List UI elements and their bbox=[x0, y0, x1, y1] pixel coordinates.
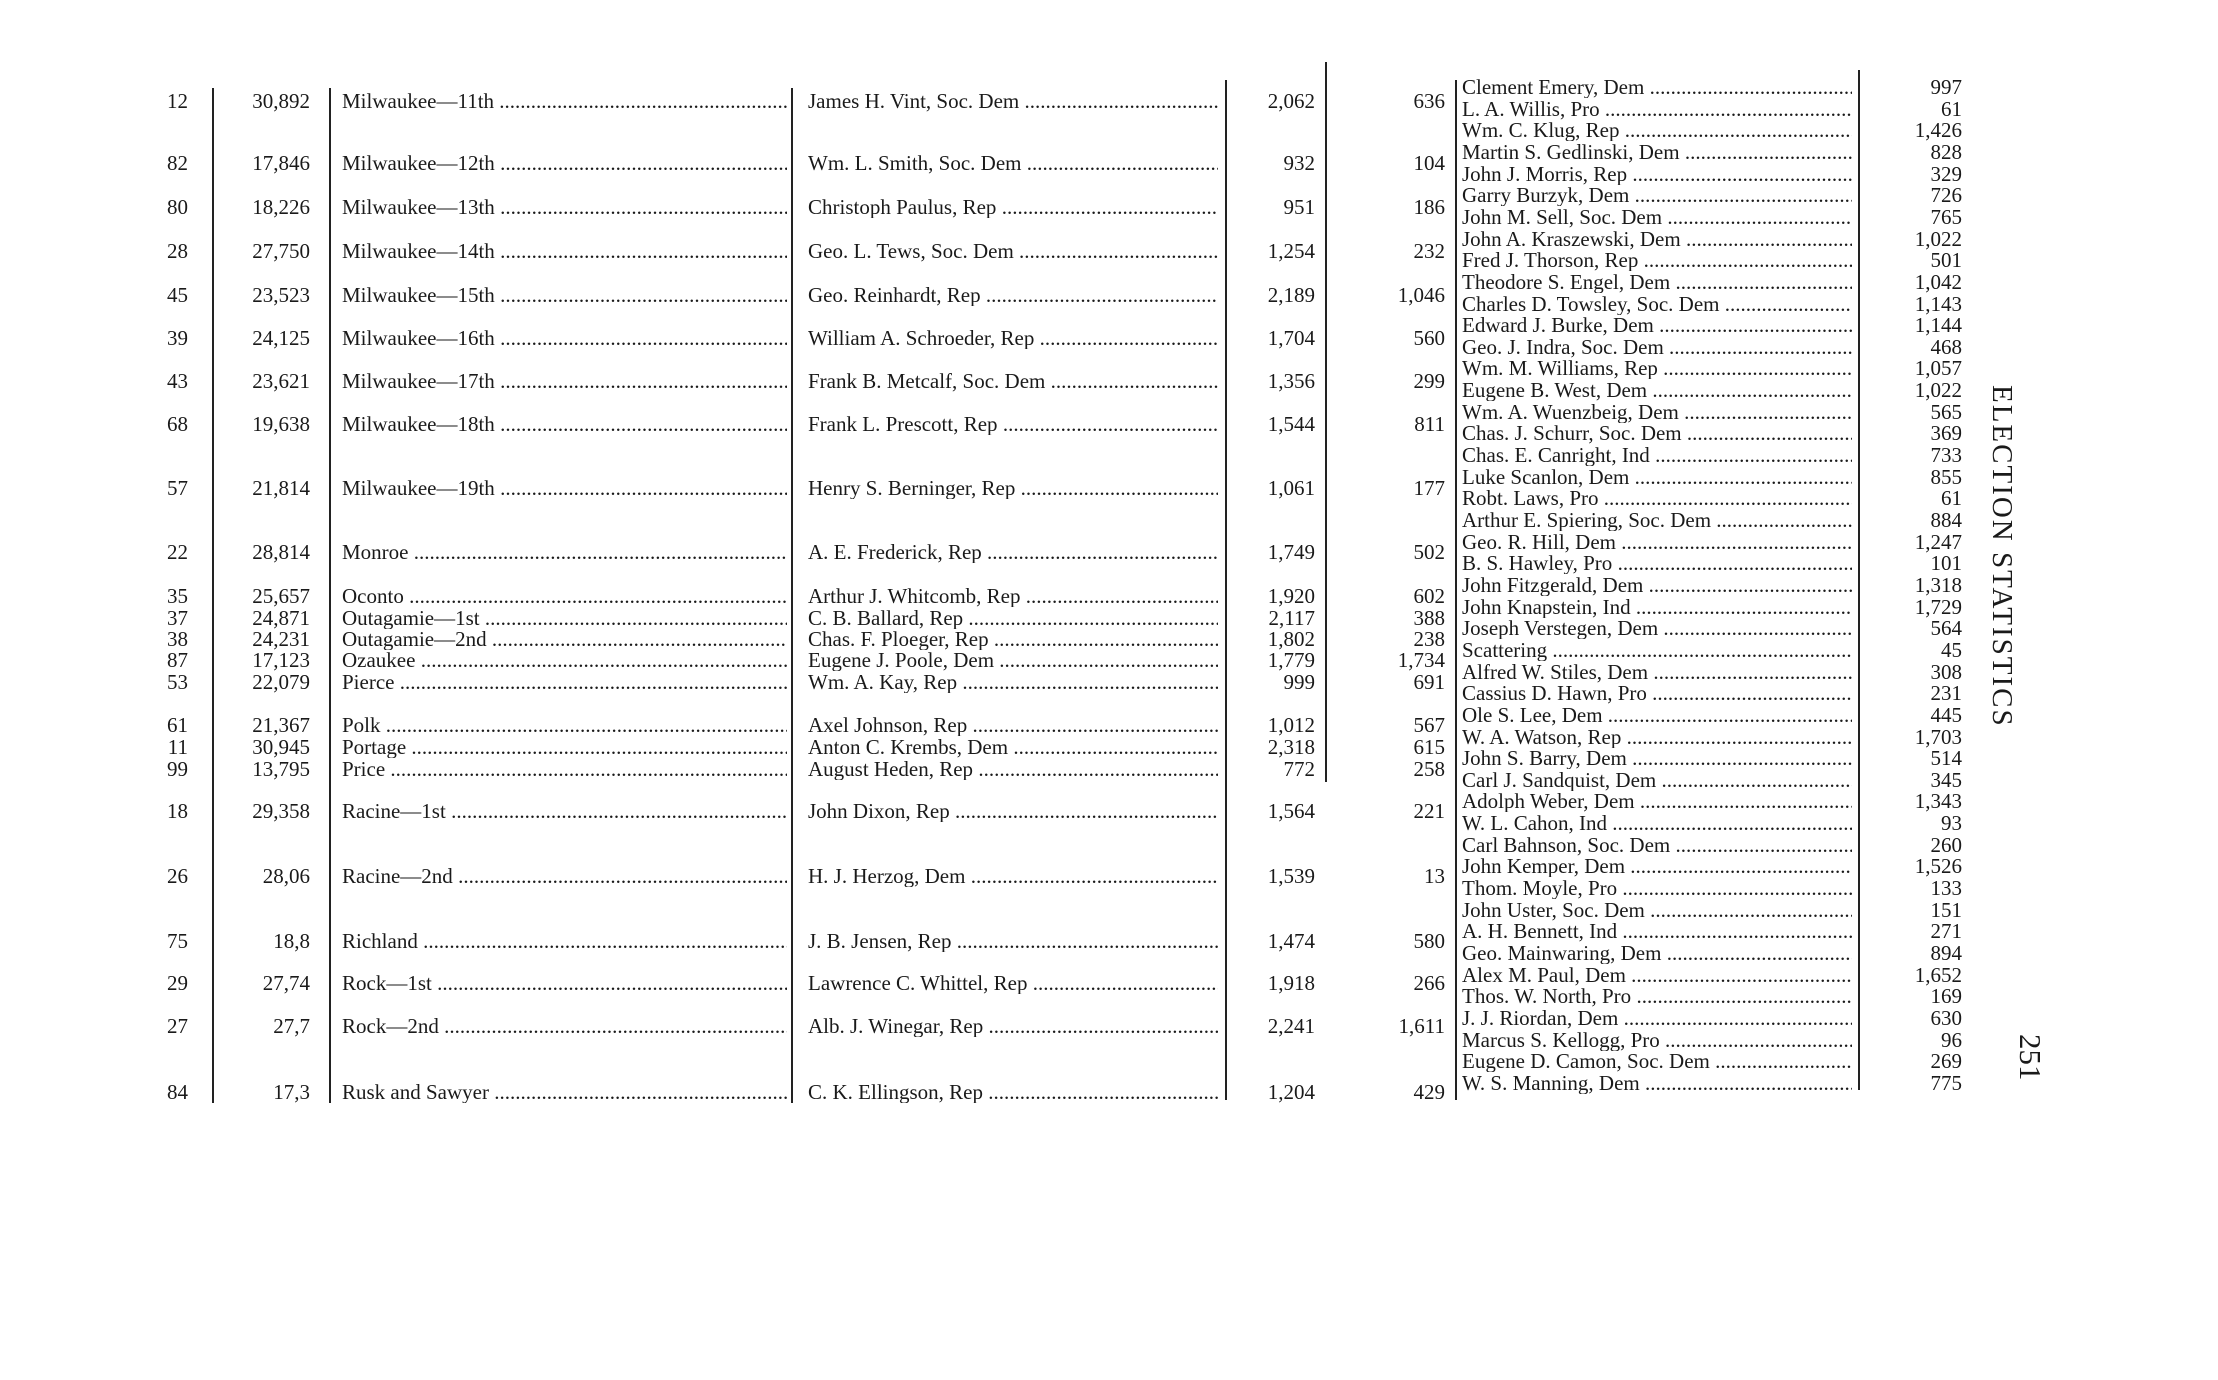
population: 17,846 bbox=[252, 151, 310, 175]
district-number: 45 bbox=[167, 283, 188, 307]
elected-member: Geo. L. Tews, Soc. Dem ..... bbox=[808, 240, 1218, 262]
column-rule-3 bbox=[791, 88, 793, 1103]
elected-votes: 1,061 bbox=[1267, 476, 1315, 500]
opponent-name: Geo. J. Indra, Soc. Dem ..... bbox=[1462, 336, 1852, 358]
opponent-votes: 271 bbox=[1930, 919, 1962, 943]
population: 28,06 bbox=[262, 864, 310, 888]
plurality: 567 bbox=[1413, 713, 1445, 737]
opponent-name: Wm. A. Wuenzbeig, Dem ..... bbox=[1462, 401, 1852, 423]
district-number: 99 bbox=[167, 757, 188, 781]
opponent-name: Geo. R. Hill, Dem ..... bbox=[1462, 531, 1852, 553]
plurality: 221 bbox=[1413, 799, 1445, 823]
opponent-votes: 260 bbox=[1930, 833, 1962, 857]
district-name: Milwaukee—18th ..... bbox=[342, 413, 787, 435]
opponent-name: Scattering ..... bbox=[1462, 639, 1852, 661]
district-number: 12 bbox=[167, 89, 188, 113]
plurality: 104 bbox=[1413, 151, 1445, 175]
opponent-votes: 828 bbox=[1930, 140, 1962, 164]
district-name: Rock—1st ..... bbox=[342, 972, 787, 994]
population: 25,657 bbox=[252, 584, 310, 608]
district-name: Rock—2nd ..... bbox=[342, 1015, 787, 1037]
opponent-name: Alex M. Paul, Dem ..... bbox=[1462, 964, 1852, 986]
plurality: 602 bbox=[1413, 584, 1445, 608]
opponent-name: B. S. Hawley, Pro ..... bbox=[1462, 552, 1852, 574]
opponent-name: Garry Burzyk, Dem ..... bbox=[1462, 184, 1852, 206]
opponent-votes: 1,318 bbox=[1914, 573, 1962, 597]
opponent-votes: 1,022 bbox=[1914, 227, 1962, 251]
population: 23,523 bbox=[252, 283, 310, 307]
opponent-votes: 133 bbox=[1930, 876, 1962, 900]
district-name: Outagamie—2nd ..... bbox=[342, 628, 787, 650]
opponent-name: Edward J. Burke, Dem ..... bbox=[1462, 314, 1852, 336]
opponent-name: L. A. Willis, Pro ..... bbox=[1462, 98, 1852, 120]
district-number: 61 bbox=[167, 713, 188, 737]
opponent-votes: 1,703 bbox=[1914, 725, 1962, 749]
opponent-name: Carl J. Sandquist, Dem ..... bbox=[1462, 769, 1852, 791]
opponent-votes: 884 bbox=[1930, 508, 1962, 532]
elected-member: Anton C. Krembs, Dem ..... bbox=[808, 736, 1218, 758]
elected-votes: 1,564 bbox=[1267, 799, 1315, 823]
plurality: 266 bbox=[1413, 971, 1445, 995]
population: 27,74 bbox=[262, 971, 310, 995]
elected-member: James H. Vint, Soc. Dem ..... bbox=[808, 90, 1218, 112]
district-name: Rusk and Sawyer ..... bbox=[342, 1081, 787, 1103]
column-rule-5 bbox=[1325, 62, 1327, 782]
column-rule-4 bbox=[1225, 80, 1227, 1100]
opponent-name: John Fitzgerald, Dem ..... bbox=[1462, 574, 1852, 596]
elected-votes: 1,539 bbox=[1267, 864, 1315, 888]
opponent-name: Thom. Moyle, Pro ..... bbox=[1462, 877, 1852, 899]
opponent-votes: 151 bbox=[1930, 898, 1962, 922]
opponent-votes: 468 bbox=[1930, 335, 1962, 359]
elected-votes: 1,704 bbox=[1267, 326, 1315, 350]
opponent-name: Luke Scanlon, Dem ..... bbox=[1462, 466, 1852, 488]
district-number: 39 bbox=[167, 326, 188, 350]
population: 18,226 bbox=[252, 195, 310, 219]
opponent-name: Alfred W. Stiles, Dem ..... bbox=[1462, 661, 1852, 683]
elected-votes: 1,918 bbox=[1267, 971, 1315, 995]
opponent-votes: 445 bbox=[1930, 703, 1962, 727]
elected-member: C. K. Ellingson, Rep ..... bbox=[808, 1081, 1218, 1103]
elected-votes: 999 bbox=[1283, 670, 1315, 694]
population: 23,621 bbox=[252, 369, 310, 393]
opponent-votes: 765 bbox=[1930, 205, 1962, 229]
district-name: Milwaukee—12th ..... bbox=[342, 152, 787, 174]
district-name: Price ..... bbox=[342, 758, 787, 780]
opponent-votes: 855 bbox=[1930, 465, 1962, 489]
elected-member: Alb. J. Winegar, Rep ..... bbox=[808, 1015, 1218, 1037]
population: 21,367 bbox=[252, 713, 310, 737]
opponent-votes: 1,343 bbox=[1914, 789, 1962, 813]
opponent-name: John A. Kraszewski, Dem ..... bbox=[1462, 228, 1852, 250]
plurality: 1,734 bbox=[1397, 648, 1445, 672]
elected-member: Wm. L. Smith, Soc. Dem ..... bbox=[808, 152, 1218, 174]
plurality: 691 bbox=[1413, 670, 1445, 694]
opponent-name: Fred J. Thorson, Rep ..... bbox=[1462, 249, 1852, 271]
district-number: 35 bbox=[167, 584, 188, 608]
opponent-votes: 630 bbox=[1930, 1006, 1962, 1030]
district-number: 82 bbox=[167, 151, 188, 175]
opponent-votes: 93 bbox=[1941, 811, 1962, 835]
district-number: 27 bbox=[167, 1014, 188, 1038]
elected-member: John Dixon, Rep ..... bbox=[808, 800, 1218, 822]
elected-votes: 1,012 bbox=[1267, 713, 1315, 737]
opponent-votes: 1,652 bbox=[1914, 963, 1962, 987]
plurality: 177 bbox=[1413, 476, 1445, 500]
elected-member: A. E. Frederick, Rep ..... bbox=[808, 541, 1218, 563]
opponent-name: Clement Emery, Dem ..... bbox=[1462, 76, 1852, 98]
page-number: 251 bbox=[2013, 1034, 2048, 1081]
column-rule-6 bbox=[1455, 80, 1457, 1100]
plurality: 502 bbox=[1413, 540, 1445, 564]
running-title: ELECTION STATISTICS bbox=[1986, 385, 2018, 728]
elected-member: Lawrence C. Whittel, Rep ..... bbox=[808, 972, 1218, 994]
district-number: 28 bbox=[167, 239, 188, 263]
column-rule-1 bbox=[212, 88, 214, 1103]
elected-member: Eugene J. Poole, Dem ..... bbox=[808, 649, 1218, 671]
elected-votes: 1,544 bbox=[1267, 412, 1315, 436]
opponent-name: Ole S. Lee, Dem ..... bbox=[1462, 704, 1852, 726]
opponent-votes: 61 bbox=[1941, 486, 1962, 510]
elected-votes: 1,779 bbox=[1267, 648, 1315, 672]
opponent-votes: 1,729 bbox=[1914, 595, 1962, 619]
district-number: 84 bbox=[167, 1080, 188, 1104]
opponent-name: Wm. C. Klug, Rep ..... bbox=[1462, 119, 1852, 141]
elected-votes: 2,241 bbox=[1267, 1014, 1315, 1038]
plurality: 811 bbox=[1414, 412, 1445, 436]
opponent-votes: 169 bbox=[1930, 984, 1962, 1008]
district-name: Milwaukee—17th ..... bbox=[342, 370, 787, 392]
column-rule-2 bbox=[329, 88, 331, 1103]
opponent-votes: 565 bbox=[1930, 400, 1962, 424]
elected-member: C. B. Ballard, Rep ..... bbox=[808, 607, 1218, 629]
plurality: 186 bbox=[1413, 195, 1445, 219]
population: 21,814 bbox=[252, 476, 310, 500]
opponent-votes: 269 bbox=[1930, 1049, 1962, 1073]
plurality: 429 bbox=[1413, 1080, 1445, 1104]
opponent-votes: 501 bbox=[1930, 248, 1962, 272]
district-number: 29 bbox=[167, 971, 188, 995]
opponent-votes: 1,022 bbox=[1914, 378, 1962, 402]
opponent-name: John Uster, Soc. Dem ..... bbox=[1462, 899, 1852, 921]
district-number: 53 bbox=[167, 670, 188, 694]
elected-member: J. B. Jensen, Rep ..... bbox=[808, 930, 1218, 952]
district-name: Polk ..... bbox=[342, 714, 787, 736]
opponent-votes: 1,042 bbox=[1914, 270, 1962, 294]
plurality: 580 bbox=[1413, 929, 1445, 953]
population: 30,945 bbox=[252, 735, 310, 759]
district-number: 37 bbox=[167, 606, 188, 630]
elected-votes: 951 bbox=[1283, 195, 1315, 219]
opponent-name: Theodore S. Engel, Dem ..... bbox=[1462, 271, 1852, 293]
opponent-name: Chas. J. Schurr, Soc. Dem ..... bbox=[1462, 422, 1852, 444]
opponent-votes: 894 bbox=[1930, 941, 1962, 965]
population: 18,8 bbox=[273, 929, 310, 953]
opponent-name: Eugene B. West, Dem ..... bbox=[1462, 379, 1852, 401]
opponent-name: John J. Morris, Rep ..... bbox=[1462, 163, 1852, 185]
population: 17,123 bbox=[252, 648, 310, 672]
opponent-votes: 733 bbox=[1930, 443, 1962, 467]
district-name: Milwaukee—16th ..... bbox=[342, 327, 787, 349]
opponent-votes: 775 bbox=[1930, 1071, 1962, 1095]
district-name: Racine—1st ..... bbox=[342, 800, 787, 822]
population: 28,814 bbox=[252, 540, 310, 564]
elected-member: Chas. F. Ploeger, Rep ..... bbox=[808, 628, 1218, 650]
plurality: 615 bbox=[1413, 735, 1445, 759]
district-number: 22 bbox=[167, 540, 188, 564]
district-number: 68 bbox=[167, 412, 188, 436]
district-number: 11 bbox=[167, 735, 188, 759]
district-name: Ozaukee ..... bbox=[342, 649, 787, 671]
opponent-name: Geo. Mainwaring, Dem ..... bbox=[1462, 942, 1852, 964]
elected-member: Axel Johnson, Rep ..... bbox=[808, 714, 1218, 736]
elected-member: Henry S. Berninger, Rep ..... bbox=[808, 477, 1218, 499]
opponent-name: Thos. W. North, Pro ..... bbox=[1462, 985, 1852, 1007]
district-name: Pierce ..... bbox=[342, 671, 787, 693]
plurality: 560 bbox=[1413, 326, 1445, 350]
opponent-votes: 1,057 bbox=[1914, 356, 1962, 380]
opponent-votes: 101 bbox=[1930, 551, 1962, 575]
plurality: 13 bbox=[1424, 864, 1445, 888]
opponent-votes: 514 bbox=[1930, 746, 1962, 770]
opponent-votes: 1,426 bbox=[1914, 118, 1962, 142]
district-name: Portage ..... bbox=[342, 736, 787, 758]
district-name: Racine—2nd ..... bbox=[342, 865, 787, 887]
elected-member: Frank B. Metcalf, Soc. Dem ..... bbox=[808, 370, 1218, 392]
opponent-votes: 61 bbox=[1941, 97, 1962, 121]
opponent-name: Carl Bahnson, Soc. Dem ..... bbox=[1462, 834, 1852, 856]
opponent-name: Robt. Laws, Pro ..... bbox=[1462, 487, 1852, 509]
opponent-votes: 1,143 bbox=[1914, 292, 1962, 316]
opponent-votes: 345 bbox=[1930, 768, 1962, 792]
opponent-votes: 369 bbox=[1930, 421, 1962, 445]
district-number: 18 bbox=[167, 799, 188, 823]
elected-votes: 772 bbox=[1283, 757, 1315, 781]
elected-votes: 1,749 bbox=[1267, 540, 1315, 564]
plurality: 1,611 bbox=[1398, 1014, 1445, 1038]
elected-member: William A. Schroeder, Rep ..... bbox=[808, 327, 1218, 349]
opponent-votes: 726 bbox=[1930, 183, 1962, 207]
opponent-name: John Knapstein, Ind ..... bbox=[1462, 596, 1852, 618]
population: 19,638 bbox=[252, 412, 310, 436]
plurality: 636 bbox=[1413, 89, 1445, 113]
opponent-votes: 564 bbox=[1930, 616, 1962, 640]
opponent-name: Chas. E. Canright, Ind ..... bbox=[1462, 444, 1852, 466]
elected-votes: 1,920 bbox=[1267, 584, 1315, 608]
district-name: Richland ..... bbox=[342, 930, 787, 952]
population: 17,3 bbox=[273, 1080, 310, 1104]
population: 27,750 bbox=[252, 239, 310, 263]
opponent-name: A. H. Bennett, Ind ..... bbox=[1462, 920, 1852, 942]
population: 27,7 bbox=[273, 1014, 310, 1038]
district-name: Milwaukee—14th ..... bbox=[342, 240, 787, 262]
elected-votes: 2,318 bbox=[1267, 735, 1315, 759]
elected-member: Frank L. Prescott, Rep ..... bbox=[808, 413, 1218, 435]
elected-member: Geo. Reinhardt, Rep ..... bbox=[808, 284, 1218, 306]
opponent-votes: 329 bbox=[1930, 162, 1962, 186]
plurality: 388 bbox=[1413, 606, 1445, 630]
elected-votes: 1,204 bbox=[1267, 1080, 1315, 1104]
opponent-name: J. J. Riordan, Dem ..... bbox=[1462, 1007, 1852, 1029]
opponent-name: Joseph Verstegen, Dem ..... bbox=[1462, 617, 1852, 639]
opponent-name: W. S. Manning, Dem ..... bbox=[1462, 1072, 1852, 1094]
opponent-name: W. A. Watson, Rep ..... bbox=[1462, 726, 1852, 748]
opponent-name: W. L. Cahon, Ind ..... bbox=[1462, 812, 1852, 834]
elected-votes: 2,062 bbox=[1267, 89, 1315, 113]
opponent-votes: 231 bbox=[1930, 681, 1962, 705]
population: 13,795 bbox=[252, 757, 310, 781]
opponent-votes: 1,247 bbox=[1914, 530, 1962, 554]
elected-votes: 1,254 bbox=[1267, 239, 1315, 263]
district-name: Oconto ..... bbox=[342, 585, 787, 607]
elected-member: Arthur J. Whitcomb, Rep ..... bbox=[808, 585, 1218, 607]
district-number: 80 bbox=[167, 195, 188, 219]
opponent-name: Arthur E. Spiering, Soc. Dem ..... bbox=[1462, 509, 1852, 531]
elected-votes: 1,802 bbox=[1267, 627, 1315, 651]
opponent-votes: 997 bbox=[1930, 75, 1962, 99]
population: 24,125 bbox=[252, 326, 310, 350]
opponent-name: Wm. M. Williams, Rep ..... bbox=[1462, 357, 1852, 379]
district-number: 43 bbox=[167, 369, 188, 393]
opponent-votes: 1,526 bbox=[1914, 854, 1962, 878]
elected-votes: 1,356 bbox=[1267, 369, 1315, 393]
plurality: 238 bbox=[1413, 627, 1445, 651]
plurality: 258 bbox=[1413, 757, 1445, 781]
opponent-name: Cassius D. Hawn, Pro ..... bbox=[1462, 682, 1852, 704]
plurality: 1,046 bbox=[1397, 283, 1445, 307]
opponent-name: John S. Barry, Dem ..... bbox=[1462, 747, 1852, 769]
district-name: Milwaukee—15th ..... bbox=[342, 284, 787, 306]
opponent-votes: 96 bbox=[1941, 1028, 1962, 1052]
district-number: 38 bbox=[167, 627, 188, 651]
district-name: Milwaukee—11th ..... bbox=[342, 90, 787, 112]
opponent-name: John M. Sell, Soc. Dem ..... bbox=[1462, 206, 1852, 228]
opponent-name: Martin S. Gedlinski, Dem ..... bbox=[1462, 141, 1852, 163]
population: 24,871 bbox=[252, 606, 310, 630]
opponent-name: John Kemper, Dem ..... bbox=[1462, 855, 1852, 877]
district-name: Milwaukee—19th ..... bbox=[342, 477, 787, 499]
opponent-votes: 45 bbox=[1941, 638, 1962, 662]
elected-member: Christoph Paulus, Rep ..... bbox=[808, 196, 1218, 218]
elected-votes: 2,189 bbox=[1267, 283, 1315, 307]
elected-member: H. J. Herzog, Dem ..... bbox=[808, 865, 1218, 887]
opponent-votes: 1,144 bbox=[1914, 313, 1962, 337]
population: 29,358 bbox=[252, 799, 310, 823]
district-number: 75 bbox=[167, 929, 188, 953]
population: 22,079 bbox=[252, 670, 310, 694]
district-number: 57 bbox=[167, 476, 188, 500]
elected-votes: 2,117 bbox=[1268, 606, 1315, 630]
opponent-name: Adolph Weber, Dem ..... bbox=[1462, 790, 1852, 812]
population: 30,892 bbox=[252, 89, 310, 113]
elected-votes: 932 bbox=[1283, 151, 1315, 175]
opponent-name: Eugene D. Camon, Soc. Dem ..... bbox=[1462, 1050, 1852, 1072]
elected-votes: 1,474 bbox=[1267, 929, 1315, 953]
district-number: 26 bbox=[167, 864, 188, 888]
plurality: 299 bbox=[1413, 369, 1445, 393]
district-name: Milwaukee—13th ..... bbox=[342, 196, 787, 218]
opponent-name: Charles D. Towsley, Soc. Dem ..... bbox=[1462, 293, 1852, 315]
elected-member: August Heden, Rep ..... bbox=[808, 758, 1218, 780]
district-name: Monroe ..... bbox=[342, 541, 787, 563]
district-name: Outagamie—1st ..... bbox=[342, 607, 787, 629]
opponent-name: Marcus S. Kellogg, Pro ..... bbox=[1462, 1029, 1852, 1051]
population: 24,231 bbox=[252, 627, 310, 651]
elected-member: Wm. A. Kay, Rep ..... bbox=[808, 671, 1218, 693]
district-number: 87 bbox=[167, 648, 188, 672]
plurality: 232 bbox=[1413, 239, 1445, 263]
opponent-votes: 308 bbox=[1930, 660, 1962, 684]
column-rule-7 bbox=[1858, 70, 1860, 1090]
